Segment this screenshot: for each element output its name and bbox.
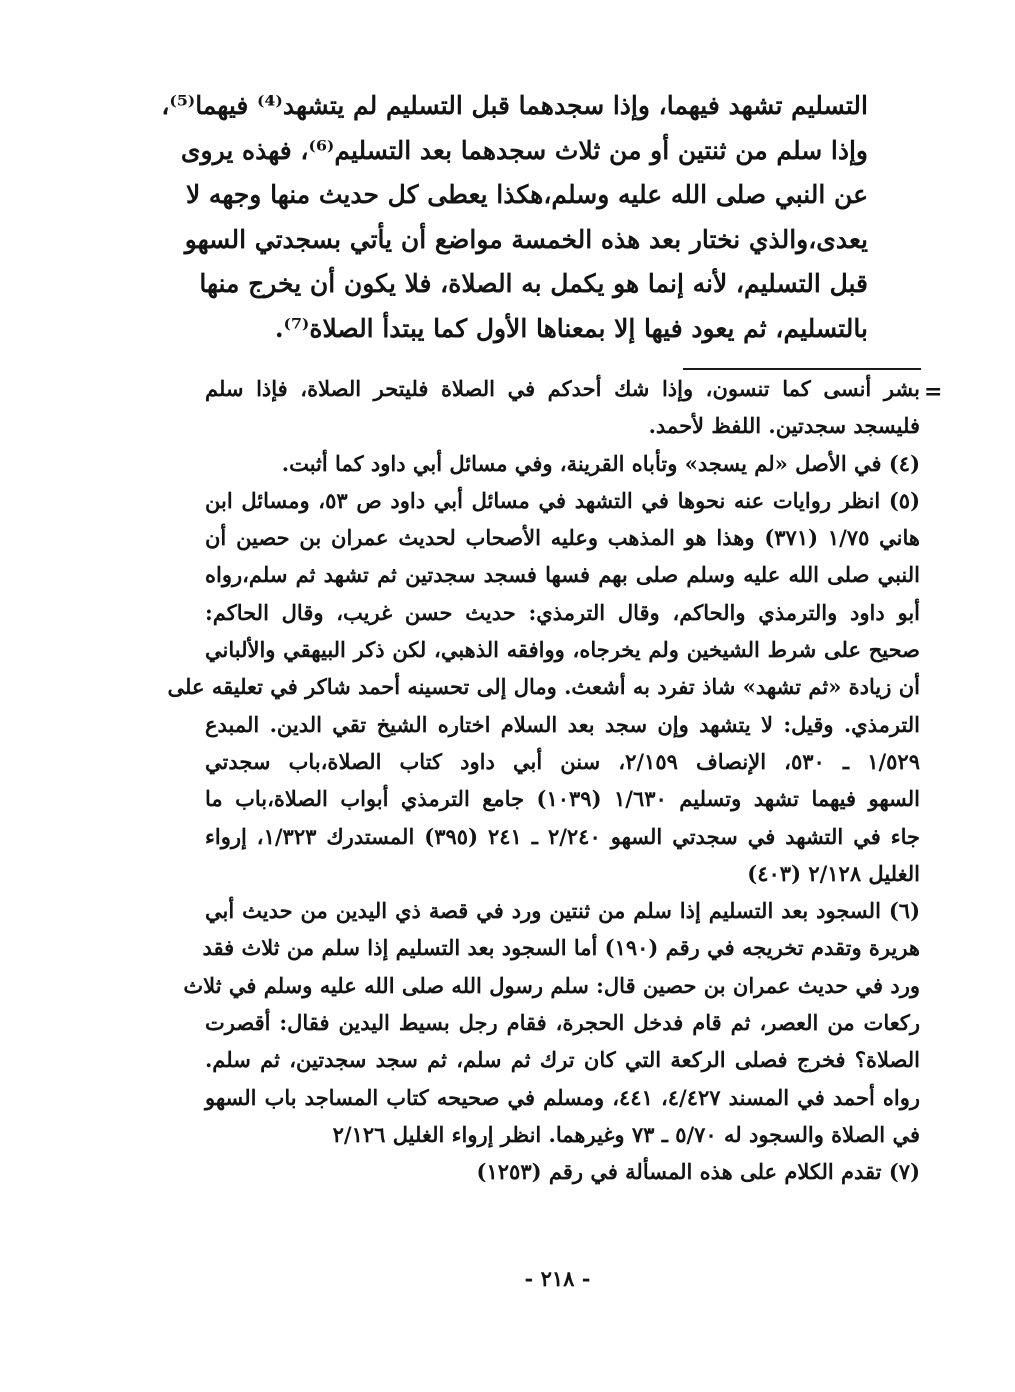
footnotes-block (167, 370, 921, 1191)
footnote-7: (٧) تقدم الكلام على هذه المسألة في رقم (١٢٥٣) (476, 1159, 920, 1185)
footnote-line: هريرة وتقدم تخريجه في رقم (١٩٠) أما السجود بعد التسليم إذا سلم من ثلاث فقد (202, 935, 920, 961)
footnote-line: ركعات من العصر، ثم قام فدخل الحجرة، فقام رجل بسيط اليدين فقال: أقصرت (205, 1010, 920, 1036)
footnote-line: الصلاة؟ فخرج فصلى الركعة التي كان ترك ثم سلم، ثم سجد سجدتين، ثم سلم. (205, 1047, 920, 1073)
footnote-line: فليسجد سجدتين. اللفظ لأحمد. (648, 413, 920, 439)
main-text-line: بالتسليم، ثم يعود فيها إلا بمعناها الأول كما يبتدأ الصلاة⁽⁷⁾. (274, 313, 868, 343)
footnote-line: السهو فيهما تشهد وتسليم ١/٦٣٠ (١٠٣٩) جامع الترمذي أبواب الصلاة،باب ما (205, 786, 920, 812)
main-text-line: يعدى،والذي نختار بعد هذه الخمسة مواضع أن يأتي بسجدتي السهو (184, 224, 868, 254)
footnote-line: صحيح على شرط الشيخين ولم يخرجاه، ووافقه الذهبي، لكن ذكر البيهقي والألباني (205, 637, 920, 663)
footnote-line: بشر أنسى كما تنسون، وإذا شك أحدكم في الصلاة فليتحر الصلاة، فإذا سلم (205, 376, 920, 401)
footnote-line: جاء في التشهد في سجدتي السهو ٢/٢٤٠ ـ ٢٤١ (٣٩٥) المستدرك ١/٣٢٣، إرواء (205, 823, 921, 849)
footnote-line: رواه أحمد في المسند ٤/٤٢٧، ٤٤١، ومسلم في صحيحه كتاب المساجد باب السهو (205, 1084, 920, 1110)
main-text-line: وإذا سلم من ثنتين أو من ثلاث سجدهما بعد التسليم⁽⁶⁾، فهذه يروى (180, 135, 868, 165)
footnote-line: أبو داود والترمذي والحاكم، وقال الترمذي: حديث حسن غريب، وقال الحاكم: (205, 599, 920, 625)
footnote-line: أن زيادة «ثم تشهد» شاذ تفرد به أشعث. ومال إلى تحسينه أحمد شاكر في تعليقه على (167, 674, 920, 700)
main-text-line: التسليم تشهد فيهما، وإذا سجدهما قبل التسليم لم يتشهد⁽⁴⁾ فيهما⁽⁵⁾، (161, 91, 868, 120)
main-text-line: عن النبي صلى الله عليه وسلم،هكذا يعطى كل حديث منها وجهه لا (185, 180, 868, 209)
main-text-line: قبل التسليم، لأنه إنما هو يكمل به الصلاة، فلا يكون أن يخرج منها (199, 269, 868, 298)
continuation-mark: = (924, 379, 943, 405)
footnote-line: النبي صلى الله عليه وسلم صلى بهم فسها فسجد سجدتين ثم تشهد ثم سلم،رواه (205, 562, 920, 588)
footnote-6: (٦) السجود بعد التسليم إذا سلم من ثنتين ورد في قصة ذي اليدين من حديث أبي (205, 898, 920, 924)
footnote-line: ١/٥٢٩ ـ ٥٣٠، الإنصاف ٢/١٥٩، سنن أبي داود كتاب الصلاة،باب سجدتي (205, 748, 920, 774)
footnote-line: الغليل ٢/١٢٨ (٤٠٣) (747, 860, 920, 886)
footnote-line: الترمذي. وقيل: لا يتشهد وإن سجد بعد السلام اختاره الشيخ تقي الدين. المبدع (205, 711, 920, 737)
footnote-5: (٥) انظر روايات عنه نحوها في التشهد في مسائل أبي داود ص ٥٣، ومسائل ابن (205, 487, 920, 513)
footnote-4: (٤) في الأصل «لم يسجد» وتأباه القرينة، وفي مسائل أبي داود كما أثبت. (281, 450, 920, 476)
footnote-line: في الصلاة والسجود له ٥/٧٠ ـ ٧٣ وغيرهما. انظر إرواء الغليل ٢/١٢٦ (332, 1121, 920, 1147)
footnote-line: هاني ١/٧٥ (٣٧١) وهذا هو المذهب وعليه الأصحاب لحديث عمران بن حصين أن (205, 525, 921, 551)
main-text-block (161, 84, 868, 351)
page-number: - ٢١٨ - (524, 1266, 591, 1291)
footnote-line: ورد في حديث عمران بن حصين قال: سلم رسول الله صلى الله عليه وسلم في ثلاث (183, 972, 920, 998)
